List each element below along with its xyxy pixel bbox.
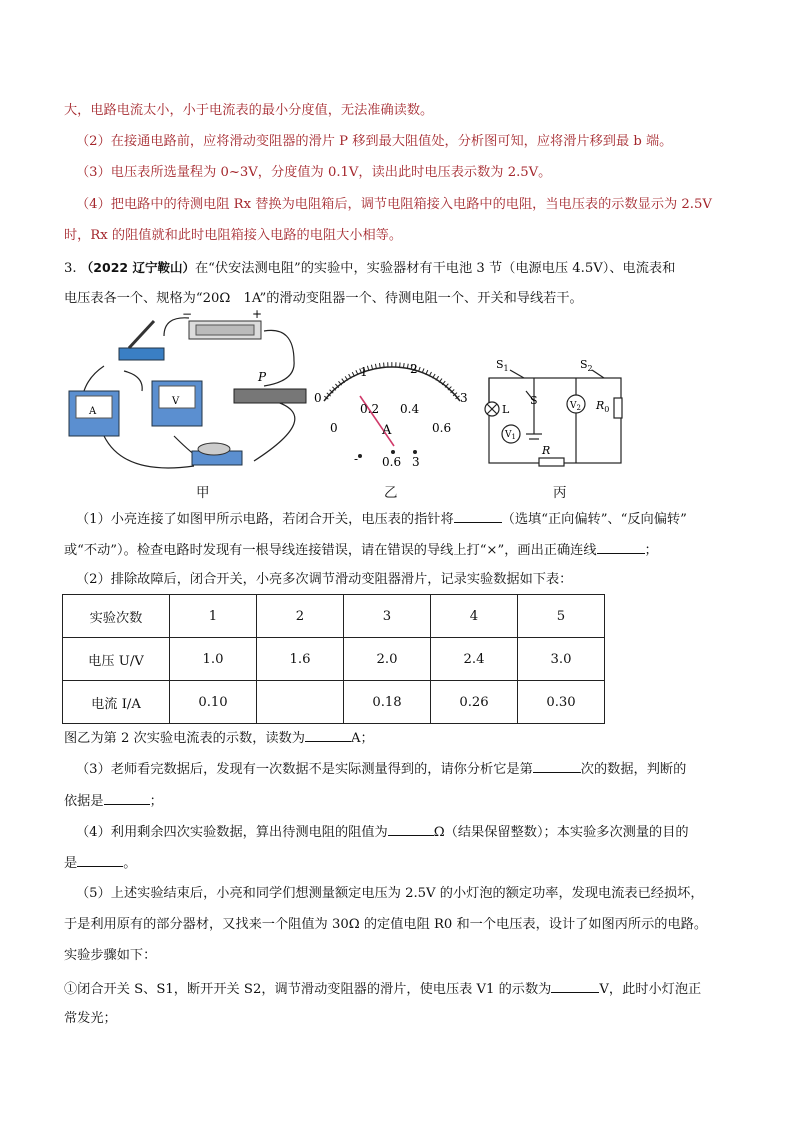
part-1-text-a: （1）小亮连接了如图甲所示电路，若闭合开关，电压表的指针将 — [76, 512, 454, 527]
battery-pack — [182, 307, 262, 339]
part-2-line: （2）排除故障后，闭合开关，小亮多次调节滑动变阻器滑片，记录实验数据如下表： — [76, 572, 573, 587]
answer-line-5: 时，Rx 的阻值就和此时电阻箱接入电路的电阻大小相等。 — [64, 228, 403, 243]
experiment-figures — [64, 306, 664, 506]
part-1-line-1 — [76, 508, 687, 530]
step-1-text-a: ①闭合开关 S、S1，断开开关 S2，调节滑动变阻器的滑片，使电压表 V1 的示数为 — [64, 982, 552, 997]
step-1-line-1 — [64, 978, 701, 1000]
voltmeter-device — [152, 381, 202, 426]
part-1-text-c: 或“不动”）。检查电路时发现有一根导线连接错误，请在错误的导线上打“×”，画出正确连线 — [64, 543, 597, 558]
part-1-text-d: ； — [644, 543, 658, 558]
dial-bottom-3: 0.6 — [432, 421, 452, 435]
figure-bing-schematic — [485, 370, 622, 466]
answer-line-2: （2）在接通电路前，应将滑动变阻器的滑片 P 移到最大阻值处，分析图可知，应将滑片移到最 b 端。 — [76, 134, 673, 149]
part-1-line-2 — [64, 539, 658, 561]
battery-plus-label: + — [252, 307, 263, 321]
label-l: L — [502, 403, 510, 416]
data-table — [62, 594, 605, 724]
blank-2[interactable] — [305, 727, 351, 742]
figure-yi-ammeter-dial — [314, 362, 468, 469]
blank-1b[interactable] — [597, 539, 645, 554]
part-4-text-d: 。 — [123, 856, 137, 871]
question-source: （2022 辽宁鞍山） — [80, 260, 195, 275]
caption-yi: 乙 — [384, 485, 398, 501]
part-4-text-a: （4）利用剩余四次实验数据，算出待测电阻的阻值为 — [76, 825, 388, 840]
part-3-text-a: （3）老师看完数据后，发现有一次数据不是实际测量得到的，请你分析它是第 — [76, 762, 533, 777]
voltage-2: 1.6 — [257, 638, 344, 681]
trial-1: 1 — [170, 595, 257, 638]
part-4-line-2 — [64, 852, 136, 874]
caption-jia: 甲 — [196, 485, 210, 501]
part-5-line-3: 实验步骤如下： — [64, 948, 157, 963]
label-r: R — [542, 444, 551, 457]
dial-top-1: 1 — [360, 365, 368, 379]
dial-top-3: 3 — [460, 391, 468, 405]
answer-line-1: 大，电路电流太小，小于电流表的最小分度值，无法准确读数。 — [64, 103, 434, 118]
ammeter-device — [69, 391, 119, 436]
rheostat-device — [234, 370, 306, 403]
label-v1: $V_1$ — [505, 430, 516, 441]
current-3: 0.18 — [344, 681, 431, 724]
part-4-text-c: 是 — [64, 856, 78, 871]
voltage-3: 2.0 — [344, 638, 431, 681]
question-number: 3. — [64, 261, 77, 276]
terminal-3: 3 — [412, 455, 420, 469]
step-1-line-2: 常发光； — [64, 1011, 117, 1026]
label-s1: $S_1$ — [496, 358, 509, 373]
dial-unit: A — [382, 423, 392, 438]
table-row — [63, 638, 605, 681]
dial-bottom-0: 0 — [330, 421, 338, 435]
ammeter-label: A — [89, 406, 97, 417]
question-intro-text-1: 在“伏安法测电阻”的实验中，实验器材有干电池 3 节（电源电压 4.5V）、电流表和 — [194, 261, 676, 276]
answer-line-3: （3）电压表所选量程为 0~3V，分度值为 0.1V，读出此时电压表示数为 2.5V。 — [76, 165, 552, 180]
part-5-line-2: 于是利用原有的部分器材，又找来一个阻值为 30Ω 的定值电阻 R0 和一个电压表，设计了如图丙所示的电路。 — [64, 917, 708, 932]
blank-1a[interactable] — [454, 508, 502, 523]
after-table-line — [64, 727, 374, 749]
trial-4: 4 — [431, 595, 518, 638]
terminal-06: 0.6 — [382, 455, 402, 469]
after-table-text-a: 图乙为第 2 次实验电流表的示数，读数为 — [64, 731, 305, 746]
terminal-minus: - — [354, 452, 359, 466]
answer-line-4: （4）把电路中的待测电阻 Rx 替换为电阻箱后，调节电阻箱接入电路中的电阻，当电压表的示数显示为 2.5V — [76, 197, 712, 212]
part-3-text-b: 次的数据，判断的 — [580, 762, 687, 777]
row-header-voltage: 电压 U/V — [63, 638, 170, 681]
blank-3a[interactable] — [533, 758, 581, 773]
resistor-device — [192, 443, 242, 465]
part-4-line-1 — [76, 821, 689, 843]
part-3-line-2 — [64, 790, 163, 812]
trial-3: 3 — [344, 595, 431, 638]
part-3-text-c: 依据是 — [64, 794, 104, 809]
question-intro — [64, 258, 675, 279]
blank-4a[interactable] — [388, 821, 434, 836]
table-row — [63, 595, 605, 638]
current-1: 0.10 — [170, 681, 257, 724]
after-table-text-b: A； — [350, 731, 374, 746]
dial-bottom-1: 0.2 — [360, 402, 380, 416]
row-header-current: 电流 I/A — [63, 681, 170, 724]
voltage-5: 3.0 — [518, 638, 605, 681]
question-intro-text-2: 电压表各一个、规格为“20Ω 1A”的滑动变阻器一个、待测电阻一个、开关和导线若干。 — [64, 291, 583, 306]
trial-2: 2 — [257, 595, 344, 638]
dial-bottom-2: 0.4 — [400, 402, 420, 416]
part-3-text-d: ； — [149, 794, 163, 809]
blank-4b[interactable] — [77, 852, 123, 867]
label-s2: $S_2$ — [580, 358, 593, 373]
battery-minus-label: − — [182, 307, 193, 321]
dial-top-2: 2 — [410, 362, 418, 376]
table-row — [63, 681, 605, 724]
blank-3b[interactable] — [104, 790, 150, 805]
label-s: S — [530, 394, 538, 407]
part-5-line-1: （5）上述实验结束后，小亮和同学们想测量额定电压为 2.5V 的小灯泡的额定功率，发现电流表已经损坏， — [76, 886, 704, 901]
trial-5: 5 — [518, 595, 605, 638]
voltmeter-label: V — [172, 396, 180, 407]
label-r0: $R_0$ — [596, 399, 610, 414]
part-1-text-b: （选填“正向偏转”、“反向偏转” — [501, 512, 687, 527]
voltage-4: 2.4 — [431, 638, 518, 681]
current-4: 0.26 — [431, 681, 518, 724]
rheostat-label: P — [258, 370, 267, 384]
step-1-text-b: V，此时小灯泡正 — [599, 982, 702, 997]
label-v2: $V_2$ — [570, 401, 581, 412]
caption-bing: 丙 — [553, 485, 567, 501]
part-3-line-1 — [76, 758, 686, 780]
blank-5[interactable] — [551, 978, 599, 993]
current-5: 0.30 — [518, 681, 605, 724]
row-header-trial: 实验次数 — [63, 595, 170, 638]
voltage-1: 1.0 — [170, 638, 257, 681]
current-2 — [257, 681, 344, 724]
dial-top-0: 0 — [314, 391, 322, 405]
switch-device — [119, 321, 164, 360]
part-4-text-b: Ω（结果保留整数）；本实验多次测量的目的 — [433, 825, 689, 840]
